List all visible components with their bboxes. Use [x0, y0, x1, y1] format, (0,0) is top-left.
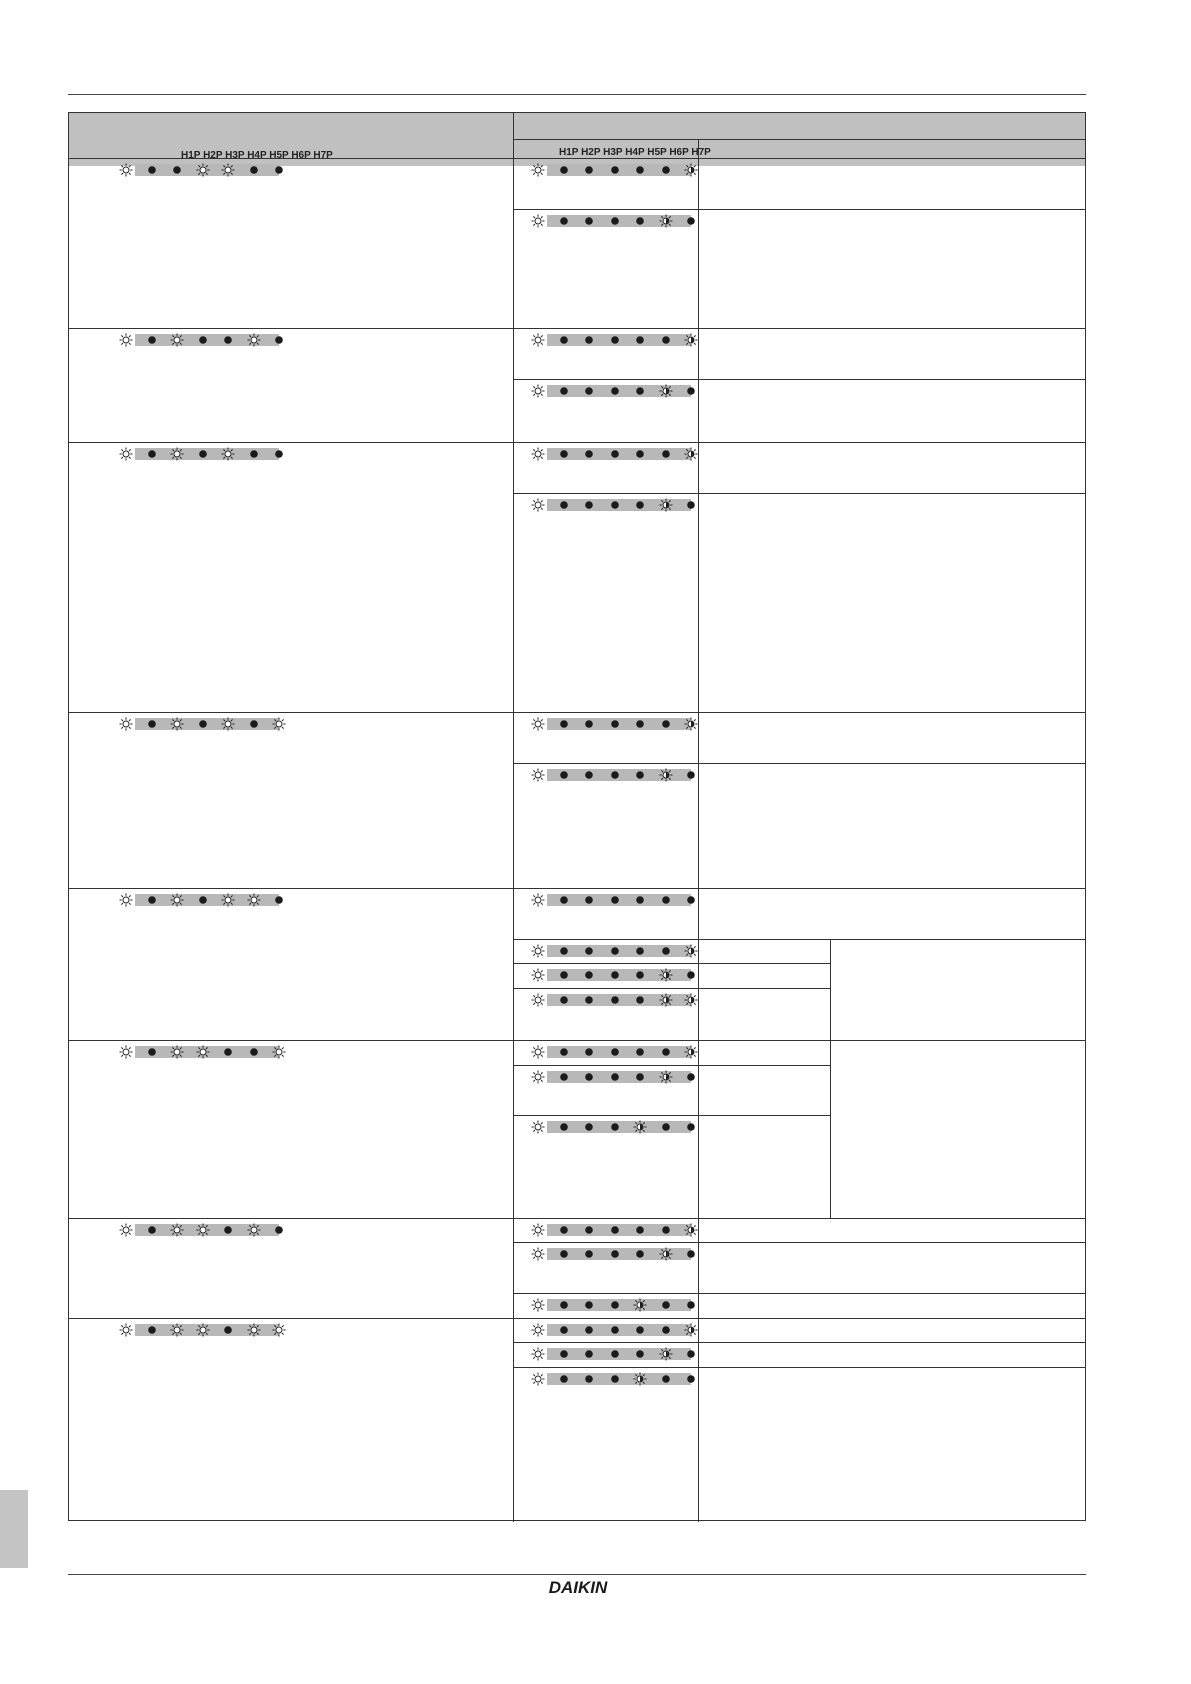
- group-rule: [69, 1318, 1085, 1319]
- led-on-icon: [119, 163, 133, 177]
- side-tab: [0, 1490, 28, 1568]
- led-on-icon: [272, 1323, 286, 1337]
- led-blink-icon: [684, 1323, 698, 1337]
- led-on-icon: [170, 447, 184, 461]
- led-blink-icon: [684, 944, 698, 958]
- led-off-icon: [582, 214, 596, 228]
- right-led-pattern: [531, 944, 691, 958]
- led-off-icon: [582, 1120, 596, 1134]
- led-off-icon: [557, 1347, 571, 1361]
- led-off-icon: [684, 968, 698, 982]
- led-off-icon: [557, 163, 571, 177]
- group-rule: [69, 1218, 1085, 1219]
- led-off-icon: [221, 1045, 235, 1059]
- led-blink-icon: [633, 1372, 647, 1386]
- split-divider-1: [830, 939, 831, 1040]
- right-led-pattern: [531, 1247, 691, 1261]
- led-off-icon: [633, 214, 647, 228]
- led-off-icon: [557, 1045, 571, 1059]
- led-off-icon: [557, 1120, 571, 1134]
- led-blink-icon: [684, 447, 698, 461]
- led-off-icon: [247, 163, 261, 177]
- right-header-led-labels: [559, 147, 711, 158]
- led-off-icon: [557, 893, 571, 907]
- led-off-icon: [196, 893, 210, 907]
- led-off-icon: [633, 768, 647, 782]
- led-off-icon: [557, 1372, 571, 1386]
- led-off-icon: [659, 1223, 673, 1237]
- led-on-icon: [221, 893, 235, 907]
- led-off-icon: [684, 498, 698, 512]
- led-off-icon: [582, 447, 596, 461]
- led-off-icon: [145, 717, 159, 731]
- led-off-icon: [272, 1223, 286, 1237]
- right-led-pattern: [531, 1347, 691, 1361]
- led-off-icon: [557, 384, 571, 398]
- led-off-icon: [659, 1372, 673, 1386]
- group-rule: [69, 442, 1085, 443]
- led-off-icon: [272, 163, 286, 177]
- led-off-icon: [582, 1323, 596, 1337]
- subrow-rule: [513, 963, 830, 964]
- led-on-icon: [221, 163, 235, 177]
- subrow-rule: [513, 763, 1085, 764]
- led-blink-icon: [659, 968, 673, 982]
- right-led-pattern: [531, 993, 691, 1007]
- right-header-desc-cell: [750, 139, 1085, 166]
- led-off-icon: [659, 163, 673, 177]
- led-off-icon: [557, 1323, 571, 1337]
- led-on-icon: [531, 1298, 545, 1312]
- led-off-icon: [608, 1070, 622, 1084]
- led-on-icon: [247, 333, 261, 347]
- column-divider-main: [513, 113, 514, 1522]
- led-off-icon: [557, 498, 571, 512]
- led-off-icon: [582, 768, 596, 782]
- label-h1p: H1P: [559, 147, 579, 158]
- led-blink-icon: [684, 717, 698, 731]
- led-on-icon: [119, 447, 133, 461]
- label-h4p: H4P: [247, 150, 267, 161]
- led-off-icon: [659, 893, 673, 907]
- led-off-icon: [582, 1347, 596, 1361]
- led-off-icon: [196, 717, 210, 731]
- led-off-icon: [608, 1045, 622, 1059]
- led-on-icon: [531, 768, 545, 782]
- right-led-pattern: [531, 214, 691, 228]
- led-off-icon: [582, 1045, 596, 1059]
- led-off-icon: [272, 447, 286, 461]
- right-led-pattern: [531, 1323, 691, 1337]
- led-on-icon: [196, 163, 210, 177]
- label-h6p: H6P: [669, 147, 689, 158]
- led-blink-icon: [659, 214, 673, 228]
- led-off-icon: [557, 1247, 571, 1261]
- led-off-icon: [582, 968, 596, 982]
- led-off-icon: [272, 893, 286, 907]
- led-off-icon: [272, 333, 286, 347]
- led-on-icon: [221, 447, 235, 461]
- led-off-icon: [582, 993, 596, 1007]
- led-off-icon: [633, 1070, 647, 1084]
- led-off-icon: [659, 1120, 673, 1134]
- label-h3p: H3P: [225, 150, 245, 161]
- led-blink-icon: [659, 1070, 673, 1084]
- right-led-pattern: [531, 384, 691, 398]
- led-on-icon: [531, 968, 545, 982]
- right-led-pattern: [531, 1120, 691, 1134]
- led-on-icon: [531, 1070, 545, 1084]
- led-off-icon: [557, 1298, 571, 1312]
- led-off-icon: [633, 944, 647, 958]
- led-off-icon: [633, 498, 647, 512]
- led-on-icon: [531, 1247, 545, 1261]
- led-off-icon: [221, 1223, 235, 1237]
- led-on-icon: [196, 1323, 210, 1337]
- led-off-icon: [608, 1347, 622, 1361]
- led-off-icon: [145, 333, 159, 347]
- led-on-icon: [272, 1045, 286, 1059]
- led-off-icon: [684, 1070, 698, 1084]
- led-off-icon: [608, 163, 622, 177]
- led-off-icon: [659, 333, 673, 347]
- led-off-icon: [633, 1223, 647, 1237]
- led-off-icon: [608, 214, 622, 228]
- label-h7p: H7P: [691, 147, 711, 158]
- led-on-icon: [531, 717, 545, 731]
- led-on-icon: [531, 893, 545, 907]
- led-off-icon: [582, 1223, 596, 1237]
- daikin-logo: [538, 1576, 618, 1598]
- left-led-pattern: [119, 1223, 279, 1237]
- group-rule: [69, 712, 1085, 713]
- subrow-rule: [513, 1293, 1085, 1294]
- led-on-icon: [170, 717, 184, 731]
- led-off-icon: [557, 717, 571, 731]
- led-blink-icon: [659, 384, 673, 398]
- left-led-pattern: [119, 333, 279, 347]
- led-off-icon: [684, 768, 698, 782]
- right-led-pattern: [531, 163, 691, 177]
- subrow-rule: [513, 1115, 830, 1116]
- right-led-pattern: [531, 717, 691, 731]
- led-off-icon: [557, 768, 571, 782]
- led-off-icon: [633, 333, 647, 347]
- bottom-rule: [68, 1574, 1086, 1575]
- led-off-icon: [608, 1298, 622, 1312]
- label-h2p: H2P: [203, 150, 223, 161]
- subrow-rule: [513, 1065, 830, 1066]
- led-on-icon: [196, 1045, 210, 1059]
- led-off-icon: [684, 214, 698, 228]
- led-on-icon: [247, 1223, 261, 1237]
- right-led-pattern: [531, 768, 691, 782]
- led-off-icon: [608, 944, 622, 958]
- led-status-table: [68, 112, 1086, 1521]
- led-off-icon: [196, 447, 210, 461]
- led-off-icon: [247, 1045, 261, 1059]
- led-blink-icon: [659, 1347, 673, 1361]
- left-led-pattern: [119, 1045, 279, 1059]
- led-on-icon: [119, 333, 133, 347]
- led-off-icon: [196, 333, 210, 347]
- subrow-rule: [513, 209, 1085, 210]
- label-h4p: H4P: [625, 147, 645, 158]
- led-off-icon: [557, 214, 571, 228]
- led-off-icon: [582, 944, 596, 958]
- subrow-rule: [513, 1367, 1085, 1368]
- label-h5p: H5P: [647, 147, 667, 158]
- label-h7p: H7P: [313, 150, 333, 161]
- label-h1p: H1P: [181, 150, 201, 161]
- led-on-icon: [531, 1120, 545, 1134]
- label-h3p: H3P: [603, 147, 623, 158]
- led-off-icon: [659, 447, 673, 461]
- right-led-pattern: [531, 333, 691, 347]
- led-off-icon: [608, 498, 622, 512]
- led-on-icon: [119, 1323, 133, 1337]
- led-off-icon: [582, 498, 596, 512]
- led-on-icon: [531, 447, 545, 461]
- led-on-icon: [531, 163, 545, 177]
- svg-text:DAIKIN: DAIKIN: [548, 1578, 608, 1597]
- led-on-icon: [170, 1045, 184, 1059]
- led-off-icon: [608, 1223, 622, 1237]
- led-off-icon: [247, 447, 261, 461]
- led-off-icon: [221, 333, 235, 347]
- right-led-pattern: [531, 1372, 691, 1386]
- header-bottom-rule: [69, 158, 1085, 159]
- led-off-icon: [633, 1347, 647, 1361]
- led-on-icon: [531, 1372, 545, 1386]
- left-header-led-labels: [181, 150, 333, 161]
- led-on-icon: [119, 717, 133, 731]
- led-off-icon: [633, 1323, 647, 1337]
- led-on-icon: [247, 1323, 261, 1337]
- led-blink-icon: [659, 993, 673, 1007]
- led-off-icon: [582, 1298, 596, 1312]
- led-off-icon: [557, 447, 571, 461]
- led-blink-icon: [659, 1247, 673, 1261]
- led-off-icon: [633, 993, 647, 1007]
- led-off-icon: [659, 944, 673, 958]
- led-off-icon: [557, 993, 571, 1007]
- led-off-icon: [608, 1323, 622, 1337]
- led-off-icon: [633, 717, 647, 731]
- led-on-icon: [170, 893, 184, 907]
- led-blink-icon: [659, 498, 673, 512]
- header-subdivider: [513, 139, 1085, 140]
- led-on-icon: [531, 1347, 545, 1361]
- left-led-pattern: [119, 163, 279, 177]
- led-blink-icon: [684, 333, 698, 347]
- led-off-icon: [557, 333, 571, 347]
- led-off-icon: [582, 717, 596, 731]
- led-off-icon: [684, 1298, 698, 1312]
- led-on-icon: [531, 1045, 545, 1059]
- right-led-pattern: [531, 1045, 691, 1059]
- led-off-icon: [684, 1347, 698, 1361]
- led-off-icon: [557, 1223, 571, 1237]
- led-on-icon: [170, 333, 184, 347]
- led-off-icon: [633, 447, 647, 461]
- led-off-icon: [608, 1247, 622, 1261]
- led-off-icon: [170, 163, 184, 177]
- right-header-top-cell: [551, 113, 1085, 139]
- led-off-icon: [633, 1045, 647, 1059]
- led-off-icon: [633, 163, 647, 177]
- led-off-icon: [659, 1045, 673, 1059]
- led-off-icon: [247, 717, 261, 731]
- top-rule: [68, 94, 1086, 95]
- led-off-icon: [608, 968, 622, 982]
- led-off-icon: [608, 768, 622, 782]
- led-off-icon: [659, 1298, 673, 1312]
- led-off-icon: [582, 384, 596, 398]
- led-on-icon: [531, 333, 545, 347]
- led-on-icon: [531, 1323, 545, 1337]
- led-off-icon: [582, 1247, 596, 1261]
- led-off-icon: [684, 1247, 698, 1261]
- led-off-icon: [582, 1070, 596, 1084]
- column-divider-led: [698, 139, 699, 1522]
- subrow-rule: [513, 379, 1085, 380]
- led-off-icon: [659, 717, 673, 731]
- led-on-icon: [531, 214, 545, 228]
- led-off-icon: [608, 333, 622, 347]
- led-on-icon: [119, 1045, 133, 1059]
- subrow-rule: [513, 493, 1085, 494]
- led-off-icon: [608, 717, 622, 731]
- led-off-icon: [684, 893, 698, 907]
- led-on-icon: [531, 498, 545, 512]
- subrow-rule: [513, 1342, 1085, 1343]
- led-off-icon: [145, 1223, 159, 1237]
- right-led-pattern: [531, 1070, 691, 1084]
- led-on-icon: [247, 893, 261, 907]
- led-off-icon: [557, 968, 571, 982]
- led-on-icon: [170, 1323, 184, 1337]
- led-off-icon: [608, 384, 622, 398]
- led-off-icon: [633, 1247, 647, 1261]
- led-blink-icon: [633, 1120, 647, 1134]
- right-led-pattern: [531, 893, 691, 907]
- led-off-icon: [145, 1045, 159, 1059]
- led-on-icon: [119, 893, 133, 907]
- led-off-icon: [633, 384, 647, 398]
- led-on-icon: [531, 944, 545, 958]
- right-led-pattern: [531, 447, 691, 461]
- led-on-icon: [272, 717, 286, 731]
- led-off-icon: [145, 1323, 159, 1337]
- led-on-icon: [119, 1223, 133, 1237]
- subrow-rule: [513, 988, 830, 989]
- left-led-pattern: [119, 447, 279, 461]
- subrow-rule: [513, 939, 1085, 940]
- led-off-icon: [145, 447, 159, 461]
- group-rule: [69, 888, 1085, 889]
- label-h5p: H5P: [269, 150, 289, 161]
- led-off-icon: [659, 1323, 673, 1337]
- right-led-pattern: [531, 1298, 691, 1312]
- group-rule: [69, 328, 1085, 329]
- label-h2p: H2P: [581, 147, 601, 158]
- led-blink-icon: [684, 163, 698, 177]
- right-led-pattern: [531, 498, 691, 512]
- led-off-icon: [582, 893, 596, 907]
- led-off-icon: [145, 163, 159, 177]
- led-off-icon: [633, 968, 647, 982]
- led-off-icon: [557, 944, 571, 958]
- led-off-icon: [582, 1372, 596, 1386]
- led-blink-icon: [684, 1045, 698, 1059]
- led-off-icon: [608, 893, 622, 907]
- subrow-rule: [513, 1242, 1085, 1243]
- left-led-pattern: [119, 893, 279, 907]
- led-off-icon: [221, 1323, 235, 1337]
- led-off-icon: [684, 1372, 698, 1386]
- led-off-icon: [582, 333, 596, 347]
- led-off-icon: [608, 447, 622, 461]
- led-on-icon: [196, 1223, 210, 1237]
- split-divider-2: [830, 1040, 831, 1218]
- led-off-icon: [633, 893, 647, 907]
- led-on-icon: [531, 384, 545, 398]
- right-led-pattern: [531, 1223, 691, 1237]
- led-off-icon: [684, 1120, 698, 1134]
- led-blink-icon: [659, 768, 673, 782]
- right-led-pattern: [531, 968, 691, 982]
- led-blink-icon: [684, 1223, 698, 1237]
- led-off-icon: [608, 1372, 622, 1386]
- group-rule: [69, 1040, 1085, 1041]
- left-led-pattern: [119, 1323, 279, 1337]
- led-off-icon: [684, 384, 698, 398]
- led-blink-icon: [633, 1298, 647, 1312]
- led-on-icon: [531, 1223, 545, 1237]
- led-off-icon: [145, 893, 159, 907]
- label-h6p: H6P: [291, 150, 311, 161]
- led-off-icon: [608, 1120, 622, 1134]
- led-on-icon: [221, 717, 235, 731]
- led-blink-icon: [684, 993, 698, 1007]
- led-off-icon: [582, 163, 596, 177]
- led-off-icon: [557, 1070, 571, 1084]
- led-off-icon: [608, 993, 622, 1007]
- left-led-pattern: [119, 717, 279, 731]
- led-on-icon: [170, 1223, 184, 1237]
- led-on-icon: [531, 993, 545, 1007]
